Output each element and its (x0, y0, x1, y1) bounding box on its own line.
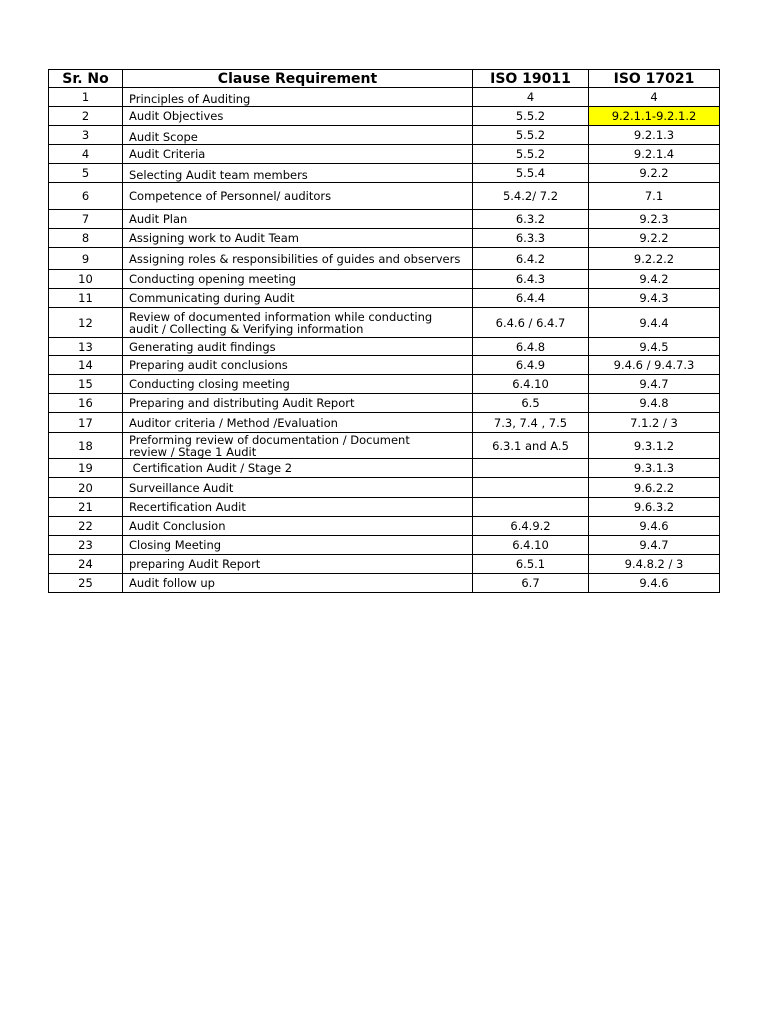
clause-cell: Auditor criteria / Method /Evaluation (123, 413, 473, 433)
sr-no-cell: 1 (49, 88, 123, 107)
sr-no-cell: 3 (49, 126, 123, 145)
iso-17021-cell: 7.1 (589, 183, 720, 210)
iso-19011-cell: 7.3, 7.4 , 7.5 (473, 413, 589, 433)
iso-19011-cell: 6.4.9.2 (473, 517, 589, 536)
table-row (49, 145, 720, 164)
iso-17021-cell: 9.4.7 (589, 536, 720, 555)
clause-cell (123, 308, 473, 338)
iso-19011-cell: 6.4.8 (473, 338, 589, 356)
iso-19011-cell (473, 478, 589, 498)
iso-19011-cell: 6.3.3 (473, 229, 589, 248)
sr-no-cell: 25 (49, 574, 123, 593)
table-row (49, 498, 720, 517)
iso-17021-cell: 9.4.6 (589, 517, 720, 536)
iso-17021-cell: 9.2.1.3 (589, 126, 720, 145)
clause-cell: Audit Criteria (123, 145, 473, 164)
table-row (49, 536, 720, 555)
table-row (49, 164, 720, 183)
clause-cell: Competence of Personnel/ auditors (123, 183, 473, 210)
iso-19011-cell: 6.4.9 (473, 356, 589, 375)
iso-17021-cell: 9.4.8.2 / 3 (589, 555, 720, 574)
iso-17021-cell: 9.4.2 (589, 270, 720, 289)
clause-line: review / Stage 1 Audit (129, 444, 257, 459)
iso-17021-cell: 9.6.3.2 (589, 498, 720, 517)
table-row (49, 433, 720, 459)
table-row (49, 555, 720, 574)
sr-no-cell: 23 (49, 536, 123, 555)
clause-cell: Generating audit findings (123, 338, 473, 356)
iso-19011-cell: 6.3.1 and A.5 (473, 433, 589, 459)
sr-no-cell: 18 (49, 433, 123, 459)
iso-19011-cell (473, 459, 589, 478)
iso-19011-cell: 6.5.1 (473, 555, 589, 574)
table-row (49, 248, 720, 270)
table-row (49, 574, 720, 593)
clause-cell: Certification Audit / Stage 2 (123, 459, 473, 478)
iso-19011-cell: 6.5 (473, 394, 589, 413)
iso-19011-cell: 6.4.2 (473, 248, 589, 270)
iso-19011-cell: 5.5.2 (473, 107, 589, 126)
sr-no-cell: 8 (49, 229, 123, 248)
clause-cell: preparing Audit Report (123, 555, 473, 574)
iso-19011-cell: 6.4.6 / 6.4.7 (473, 308, 589, 338)
clause-line: audit / Collecting & Verifying information (129, 321, 364, 336)
table-row (49, 229, 720, 248)
table-row (49, 338, 720, 356)
clause-line: Preforming review of documentation / Document (129, 432, 410, 447)
sr-no-cell: 21 (49, 498, 123, 517)
sr-no-cell: 10 (49, 270, 123, 289)
clause-cell: Audit Plan (123, 210, 473, 229)
clause-line: Review of documented information while conducting (129, 309, 433, 324)
sr-no-cell: 24 (49, 555, 123, 574)
iso-19011-cell: 5.5.2 (473, 126, 589, 145)
clause-cell: Surveillance Audit (123, 478, 473, 498)
header-sr-no: Sr. No (49, 70, 123, 88)
table-row (49, 270, 720, 289)
iso-19011-cell: 6.3.2 (473, 210, 589, 229)
clause-cell: Conducting closing meeting (123, 375, 473, 394)
table-row (49, 183, 720, 210)
iso-17021-cell: 9.4.5 (589, 338, 720, 356)
iso-19011-cell: 6.7 (473, 574, 589, 593)
sr-no-cell: 4 (49, 145, 123, 164)
iso-17021-cell: 9.4.7 (589, 375, 720, 394)
table-row (49, 459, 720, 478)
iso-17021-cell: 9.4.3 (589, 289, 720, 308)
table-row (49, 88, 720, 107)
table-row (49, 394, 720, 413)
iso-19011-cell: 5.5.4 (473, 164, 589, 183)
sr-no-cell: 15 (49, 375, 123, 394)
iso-17021-cell: 9.2.1.4 (589, 145, 720, 164)
iso-17021-cell: 9.6.2.2 (589, 478, 720, 498)
sr-no-cell: 13 (49, 338, 123, 356)
header-iso-17021: ISO 17021 (589, 70, 720, 88)
table-row (49, 375, 720, 394)
iso-19011-cell: 4 (473, 88, 589, 107)
iso-17021-cell: 9.2.2 (589, 229, 720, 248)
iso-19011-cell: 6.4.10 (473, 536, 589, 555)
iso-17021-cell: 7.1.2 / 3 (589, 413, 720, 433)
iso-17021-cell: 9.2.3 (589, 210, 720, 229)
clause-cell: Closing Meeting (123, 536, 473, 555)
sr-no-cell: 7 (49, 210, 123, 229)
clause-cell: Preparing and distributing Audit Report (123, 394, 473, 413)
clause-cell: Selecting Audit team members (123, 164, 473, 183)
iso-19011-cell: 6.4.10 (473, 375, 589, 394)
table-row (49, 517, 720, 536)
clause-cell: Assigning roles & responsibilities of guides and observers (123, 248, 473, 270)
clause-cell: Audit Conclusion (123, 517, 473, 536)
iso-17021-cell: 9.4.4 (589, 308, 720, 338)
iso-17021-cell: 9.2.2 (589, 164, 720, 183)
sr-no-cell: 17 (49, 413, 123, 433)
clause-cell: Audit follow up (123, 574, 473, 593)
table-row (49, 356, 720, 375)
iso-19011-cell: 6.4.4 (473, 289, 589, 308)
iso-17021-cell: 9.2.2.2 (589, 248, 720, 270)
spreadsheet-page (48, 69, 720, 593)
header-iso-19011: ISO 19011 (473, 70, 589, 88)
iso-17021-cell: 9.4.8 (589, 394, 720, 413)
sr-no-cell: 22 (49, 517, 123, 536)
clause-cell: Assigning work to Audit Team (123, 229, 473, 248)
table-header-row (49, 70, 720, 88)
table-row (49, 413, 720, 433)
sr-no-cell: 9 (49, 248, 123, 270)
clause-cell: Preparing audit conclusions (123, 356, 473, 375)
table-row (49, 210, 720, 229)
clause-comparison-table (48, 69, 720, 593)
clause-cell: Audit Scope (123, 126, 473, 145)
sr-no-cell: 19 (49, 459, 123, 478)
clause-cell: Conducting opening meeting (123, 270, 473, 289)
sr-no-cell: 6 (49, 183, 123, 210)
sr-no-cell: 2 (49, 107, 123, 126)
clause-cell: Communicating during Audit (123, 289, 473, 308)
clause-cell: Recertification Audit (123, 498, 473, 517)
sr-no-cell: 11 (49, 289, 123, 308)
iso-17021-cell: 9.4.6 / 9.4.7.3 (589, 356, 720, 375)
clause-cell: Audit Objectives (123, 107, 473, 126)
clause-cell: Principles of Auditing (123, 88, 473, 107)
sr-no-cell: 5 (49, 164, 123, 183)
iso-17021-cell: 9.3.1.2 (589, 433, 720, 459)
sr-no-cell: 16 (49, 394, 123, 413)
sr-no-cell: 20 (49, 478, 123, 498)
iso-17021-cell-highlighted: 9.2.1.1-9.2.1.2 (589, 107, 720, 126)
iso-17021-cell: 9.4.6 (589, 574, 720, 593)
clause-cell (123, 433, 473, 459)
sr-no-cell: 14 (49, 356, 123, 375)
table-row (49, 126, 720, 145)
iso-19011-cell: 5.5.2 (473, 145, 589, 164)
table-row (49, 308, 720, 338)
header-clause-requirement: Clause Requirement (123, 70, 473, 88)
iso-19011-cell (473, 498, 589, 517)
table-row (49, 289, 720, 308)
table-row (49, 478, 720, 498)
iso-19011-cell: 5.4.2/ 7.2 (473, 183, 589, 210)
table-row (49, 107, 720, 126)
iso-17021-cell: 9.3.1.3 (589, 459, 720, 478)
iso-19011-cell: 6.4.3 (473, 270, 589, 289)
iso-17021-cell: 4 (589, 88, 720, 107)
sr-no-cell: 12 (49, 308, 123, 338)
